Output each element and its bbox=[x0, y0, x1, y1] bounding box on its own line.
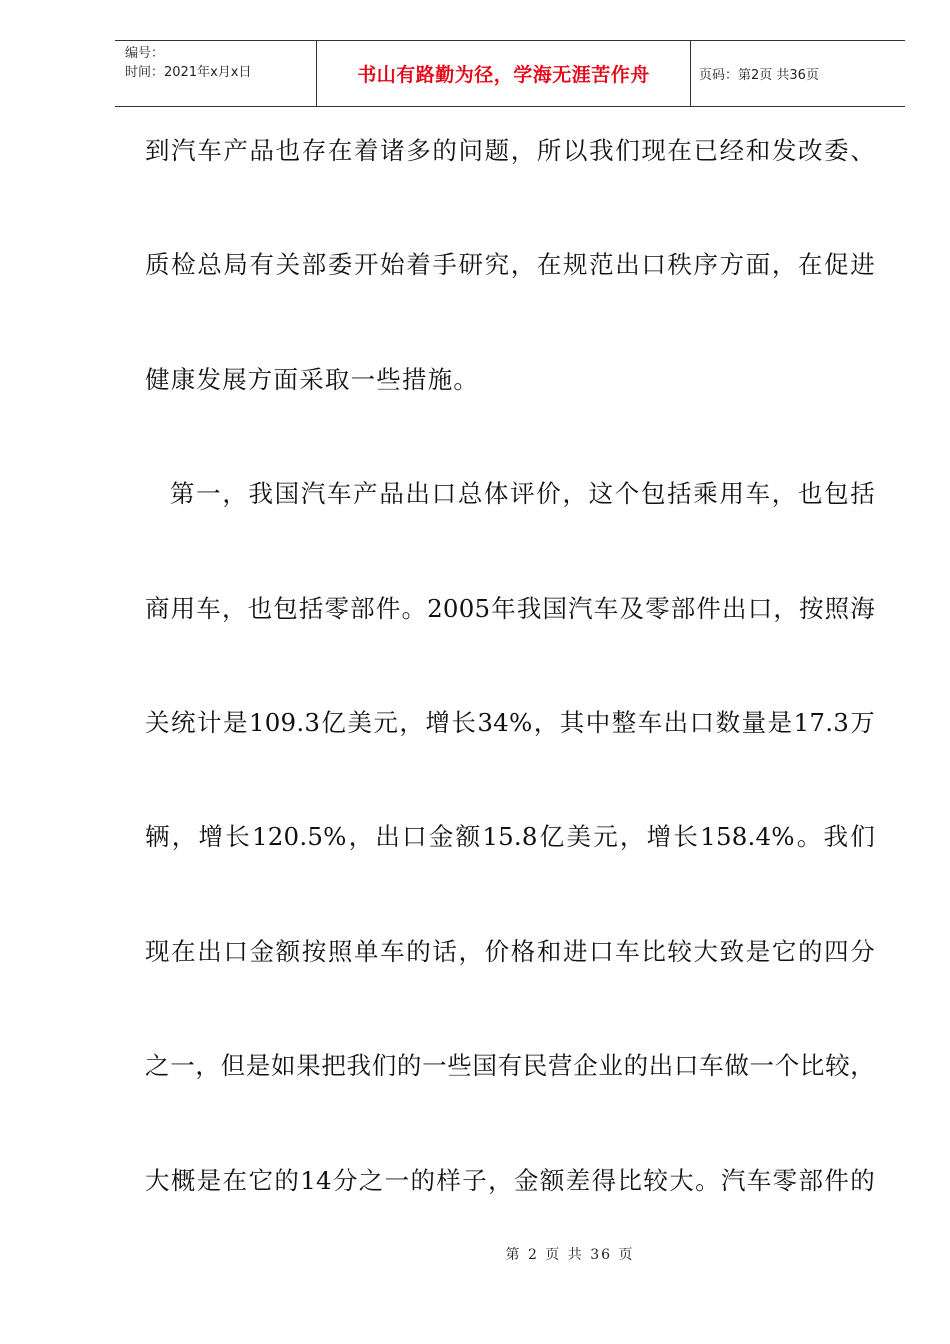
body-line: 第一，我国汽车产品出口总体评价，这个包括乘用车，也包括 bbox=[170, 479, 875, 509]
body-line: 辆，增长120.5%，出口金额15.8亿美元，增长158.4%。我们 bbox=[145, 822, 875, 852]
header-motto: 书山有路勤为径，学海无涯苦作舟 bbox=[317, 41, 691, 106]
body-line: 之一，但是如果把我们的一些国有民营企业的出口车做一个比较， bbox=[145, 1051, 875, 1081]
header-meta bbox=[115, 41, 317, 106]
body-line: 健康发展方面采取一些措施。 bbox=[145, 364, 480, 394]
time-label: 时间：2021年x月x日 bbox=[125, 65, 252, 80]
body-line: 关统计是109.3亿美元，增长34%，其中整车出口数量是17.3万 bbox=[145, 707, 875, 737]
body-line: 质检总局有关部委开始着手研究，在规范出口秩序方面，在促进 bbox=[145, 250, 875, 280]
header-page-info: 页码：第2页 共36页 bbox=[699, 68, 819, 83]
body-line: 现在出口金额按照单车的话，价格和进口车比较大致是它的四分 bbox=[145, 936, 875, 966]
body-line: 到汽车产品也存在着诸多的问题，所以我们现在已经和发改委、 bbox=[145, 136, 875, 165]
page-footer: 第 2 页 共 36 页 bbox=[505, 1247, 635, 1263]
page-header bbox=[115, 40, 905, 107]
body-line: 商用车，也包括零部件。2005年我国汽车及零部件出口，按照海 bbox=[145, 593, 875, 623]
document-body bbox=[145, 136, 875, 1280]
serial-label: 编号： bbox=[125, 46, 165, 61]
body-line: 大概是在它的14分之一的样子，金额差得比较大。汽车零部件的 bbox=[145, 1165, 875, 1195]
